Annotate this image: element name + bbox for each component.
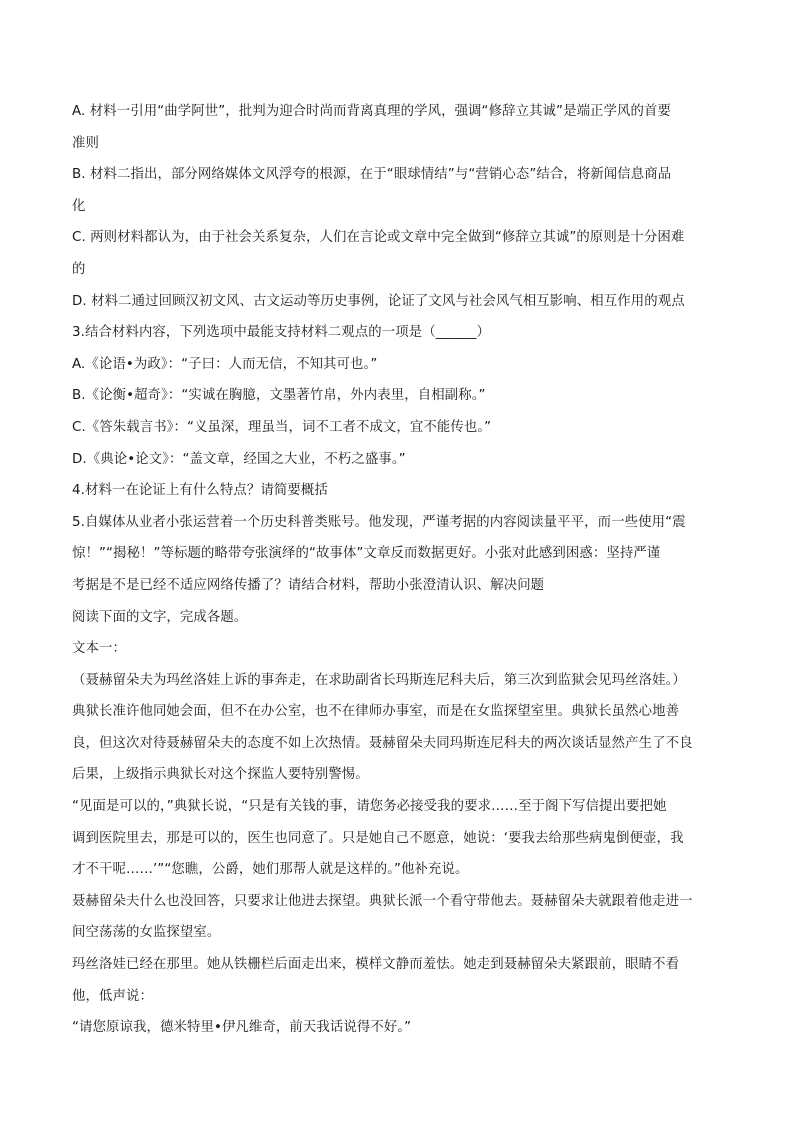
text-line: 惊！”“揭秘！”等标题的略带夸张演绎的“故事体”文章反而数据更好。小张对此感到困惑：坚持严谨 [72,546,661,562]
text-line: 间空荡荡的女监探望室。 [72,925,221,941]
text-line: C. 两则材料都认为，由于社会关系复杂，人们在言论或文章中完全做到“修辞立其诚”的原则是十分困难 [72,230,685,246]
text-heading: 文本一： [72,641,126,657]
text-line: 良，但这次对待聂赫留朵夫的态度不如上次热情。聂赫留朵夫同玛斯连尼科夫的两次谈话显然产生了不良 [72,735,693,751]
text-line: A. 材料一引用“曲学阿世”，批判为迎合时尚而背离真理的学风，强调“修辞立其诚”是端正学风的首要 [72,104,671,119]
question-5: 5.自媒体从业者小张运营着一个历史科普类账号。他发现，严谨考据的内容阅读量平平，而一些使用“震 [72,514,686,530]
text-line: 化 [72,198,86,214]
text-line: 考据是不是已经不适应网络传播了？请结合材料，帮助小张澄清认识、解决问题 [72,577,545,593]
text-line: 聂赫留朵夫什么也没回答，只要求让他进去探望。典狱长派一个看守带他去。聂赫留朵夫就跟着他走进一 [72,893,693,909]
text-line: D. 材料二通过回顾汉初文风、古文运动等历史事例，论证了文风与社会风气相互影响、相互作用的观点 [72,293,685,309]
text-line: 调到医院里去，那是可以的，医生也同意了。只是她自己不愿意，她说：‘要我去给那些病鬼倒便壶，我 [72,830,684,846]
text-line: 典狱长准许他同她会面，但不在办公室，也不在律师办事室，而是在女监探望室里。典狱长虽然心地善 [72,704,680,720]
text-line: B. 材料二指出，部分网络媒体文风浮夸的根源，在于“眼球情结”与“营销心态”结合，将新闻信息商品 [72,167,672,183]
option-c: C.《答朱载言书》：“义虽深，理虽当，词不工者不成文，宜不能传也。” [72,419,492,435]
document-page [72,96,722,1044]
text-line: 玛丝洛娃已经在那里。她从铁栅栏后面走出来，模样文静而羞怯。她走到聂赫留朵夫紧跟前，眼睛不看 [72,957,680,973]
text-line: 后果，上级指示典狱长对这个探监人要特别警惕。 [72,767,369,783]
text-line: “请您原谅我，德米特里•伊凡维奇，前天我话说得不好。” [72,1020,412,1036]
text-line: 的 [72,261,86,277]
option-a: A.《论语•为政》：“子曰：人而无信，不知其可也。” [72,356,378,372]
question-3: 3.结合材料内容，下列选项中最能支持材料二观点的一项是（______） [72,325,490,341]
text-line: 准则 [72,135,99,151]
text-line: 他，低声说： [72,988,153,1004]
option-d: D.《典论•论文》：“盖文章，经国之大业，不朽之盛事。” [72,451,406,467]
text-line: 才不干呢……’”“您瞧，公爵，她们那帮人就是这样的。”他补充说。 [72,862,469,878]
text-line: “见面是可以的，”典狱长说，“只是有关钱的事，请您务必接受我的要求……至于阁下写信提出要把她 [72,799,667,815]
option-b: B.《论衡•超奇》：“实诚在胸臆，文墨著竹帛，外内表里，自相副称。” [72,388,486,404]
text-line: （聂赫留朵夫为玛丝洛娃上诉的事奔走，在求助副省长玛斯连尼科夫后，第三次到监狱会见玛丝洛娃。） [72,672,686,688]
reading-instruction: 阅读下面的文字，完成各题。 [72,609,248,625]
question-4: 4.材料一在论证上有什么特点？请简要概括 [72,483,328,499]
